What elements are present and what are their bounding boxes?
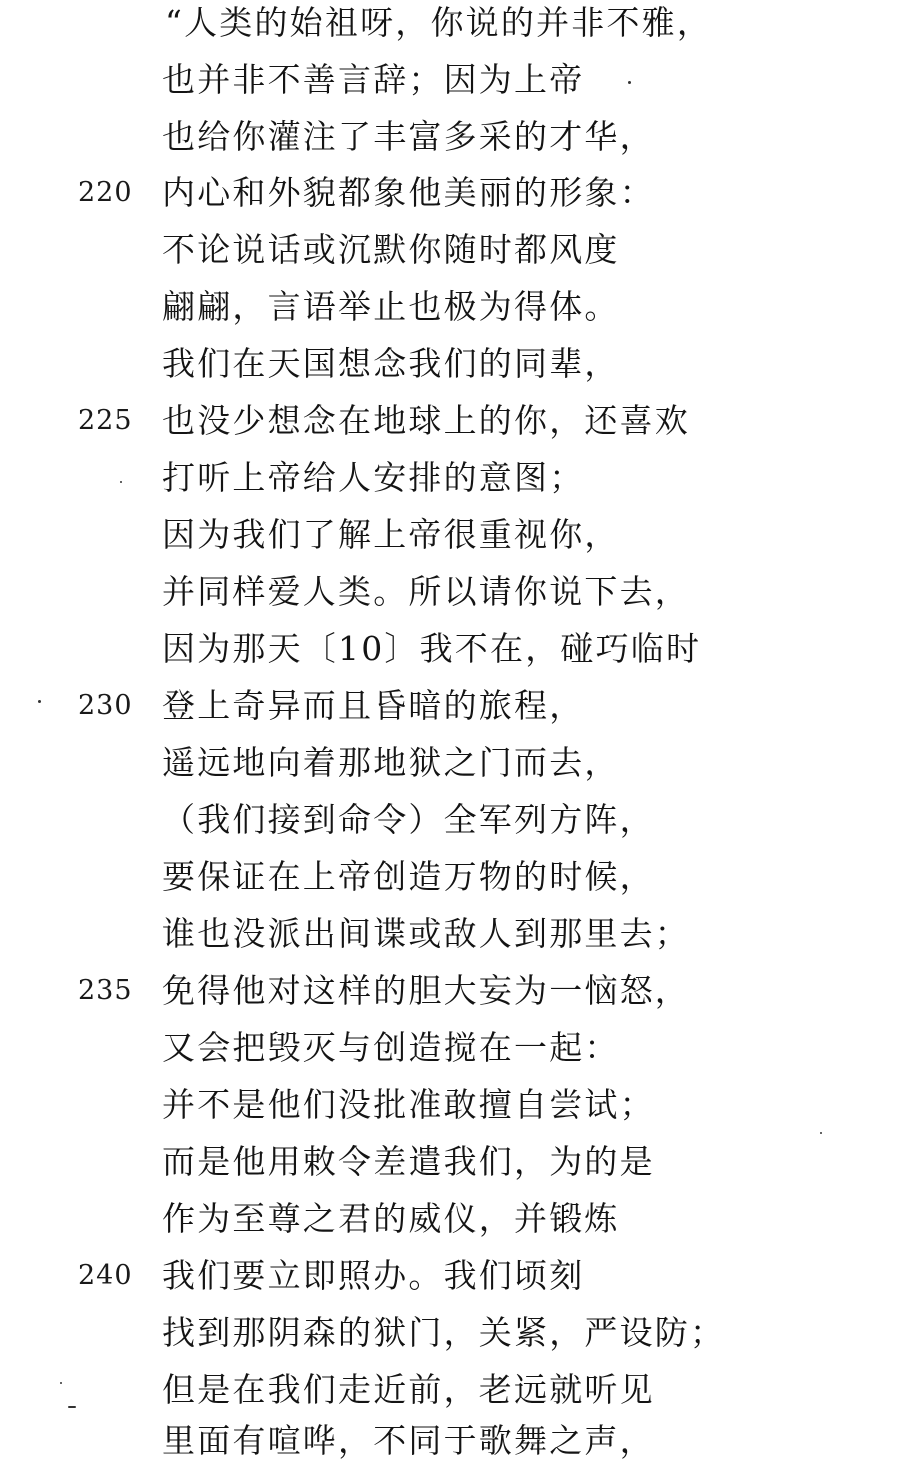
line-number: 225 <box>78 405 133 436</box>
line-text: 找到那阴森的狱门，关紧，严设防； <box>162 1313 726 1352</box>
line-text: 内心和外貌都象他美丽的形象： <box>162 173 655 212</box>
poem-line <box>0 563 900 620</box>
poem-line <box>0 335 900 392</box>
line-text: 我们在天国想念我们的同辈， <box>162 344 620 383</box>
line-text: 登上奇异而且昏暗的旅程， <box>162 686 585 725</box>
poem-line <box>0 164 900 221</box>
line-text: 并同样爱人类。所以请你说下去， <box>162 572 690 611</box>
poem-line <box>0 51 900 108</box>
line-text: 并不是他们没批准敢擅自尝试； <box>162 1085 655 1124</box>
line-text: 也没少想念在地球上的你，还喜欢 <box>162 401 690 440</box>
poem-line <box>0 506 900 563</box>
line-text: 因为那天〔10〕我不在，碰巧临时 <box>162 629 702 668</box>
line-text: 因为我们了解上帝很重视你， <box>162 515 620 554</box>
line-number: 220 <box>78 177 133 208</box>
line-text: 遥远地向着那地狱之门而去， <box>162 743 620 782</box>
scan-speck <box>60 1382 62 1384</box>
scan-speck <box>120 481 122 483</box>
line-number: 230 <box>78 690 133 721</box>
poem-line <box>0 0 900 51</box>
line-text: 也并非不善言辞；因为上帝 <box>162 60 585 99</box>
poem-line <box>0 734 900 791</box>
line-text: 翩翩，言语举止也极为得体。 <box>162 287 620 326</box>
line-text: 也给你灌注了丰富多采的才华， <box>162 117 655 156</box>
poem-line <box>0 962 900 1019</box>
line-number: 235 <box>78 975 133 1006</box>
poem-line <box>0 221 900 278</box>
poem-line <box>0 620 900 677</box>
poem-line <box>0 108 900 165</box>
poem-line <box>0 1076 900 1133</box>
line-text: 不论说话或沉默你随时都风度 <box>162 230 620 269</box>
poem-line <box>0 1361 900 1418</box>
poem-line <box>0 848 900 905</box>
poem-line <box>0 1247 900 1304</box>
scan-speck <box>820 1132 822 1134</box>
line-text: 又会把毁灭与创造搅在一起： <box>162 1028 620 1067</box>
poem-line <box>0 1412 900 1469</box>
scan-speck <box>68 1406 76 1408</box>
line-text: “人类的始祖呀，你说的并非不雅， <box>165 3 713 42</box>
line-text: 作为至尊之君的威仪，并锻炼 <box>162 1199 620 1238</box>
line-text: 我们要立即照办。我们顷刻 <box>162 1256 585 1295</box>
poem-line <box>0 677 900 734</box>
poem-line <box>0 449 900 506</box>
poem-line <box>0 278 900 335</box>
poem-line <box>0 392 900 449</box>
line-text: 而是他用敕令差遣我们，为的是 <box>162 1142 655 1181</box>
scan-speck <box>38 700 41 703</box>
line-text: 谁也没派出间谍或敌人到那里去； <box>162 914 690 953</box>
poem-line <box>0 1133 900 1190</box>
line-text: 要保证在上帝创造万物的时候， <box>162 857 655 896</box>
scan-speck <box>628 81 631 84</box>
poem-line <box>0 1019 900 1076</box>
line-number: 240 <box>78 1260 133 1291</box>
poem-line <box>0 905 900 962</box>
line-text: （我们接到命令）全军列方阵， <box>162 800 655 839</box>
line-text: 里面有喧哗，不同于歌舞之声， <box>162 1421 655 1460</box>
poem-line <box>0 1190 900 1247</box>
poem-line <box>0 791 900 848</box>
poem-line <box>0 1304 900 1361</box>
line-text: 免得他对这样的胆大妄为一恼怒， <box>162 971 690 1010</box>
line-text: 但是在我们走近前，老远就听见 <box>162 1370 655 1409</box>
line-text: 打听上帝给人安排的意图； <box>162 458 585 497</box>
